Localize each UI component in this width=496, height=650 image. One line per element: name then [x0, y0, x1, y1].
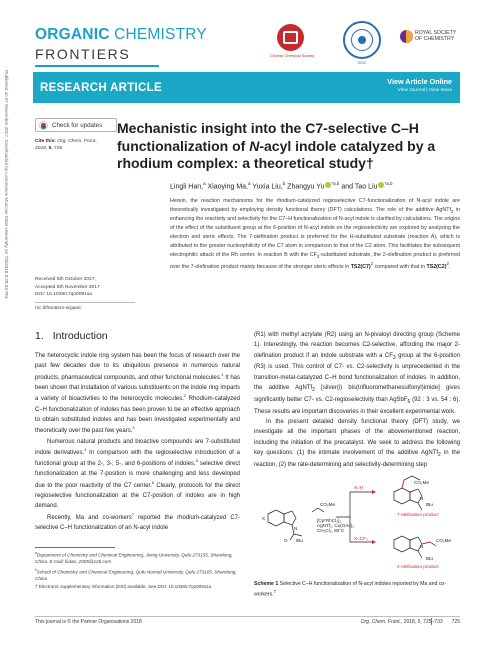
- scheme-1-figure: [254, 470, 460, 578]
- crossmark-icon: [39, 121, 48, 130]
- arrow-head-top: [372, 490, 376, 494]
- abstract-text: compared with that in: [373, 264, 427, 271]
- copyright-notice: This journal is © the Partner Organisations 2018: [35, 619, 142, 625]
- masthead-rule: [35, 65, 159, 67]
- scheme-caption: [254, 581, 460, 599]
- accepted-date: Accepted 6th November 2017: [35, 284, 100, 290]
- author[interactable]: Xiaoying Ma,: [205, 183, 249, 191]
- intro-paragraph: Numerous natural products and bioactive compounds are 7-substituted indole derivatives.$^4$ In comparison with the regioselective introduction of a functional group at the 2-, 3-, 5-, and 6-positions of indoles,$^5$ selective direct functionalization at the 7-position is more challenging and less developed due to the poor reactivity of the C7 center.$^6$ Clearly, protocols for the direct regioselective functionalization at the C7-position of indoles are in high demand.: [35, 438, 241, 510]
- view-journal-issue-links[interactable]: View Journal | View Issue: [397, 88, 452, 93]
- rsc-logo-text: ROYAL SOCIETY OF CHEMISTRY: [415, 30, 457, 43]
- footnote: $^b$School of Chemistry and Chemical Engineering, Qufu Normal University, Qufu 273165, Shandong, China: [35, 567, 237, 581]
- footer-volume-pages: , 2018, 5, 725–733: [400, 619, 443, 625]
- abstract: [170, 197, 460, 272]
- author[interactable]: Zhangyu Yu: [285, 183, 325, 191]
- abstract-text: Herein, the reaction mechanisms for the rhodium-catalyzed regioselective C7-functionalization of N-acyl indole are theoretically investigated by employing density functional theory (DFT) calculations. The role of the additive AgNTf: [170, 198, 460, 213]
- arrow-head-bottom: [372, 540, 376, 544]
- citation: [35, 139, 109, 153]
- check-for-updates-label: Check for updates: [52, 122, 103, 129]
- abstract-sub: 3: [316, 253, 320, 259]
- author[interactable]: and Tao Liu: [339, 183, 378, 191]
- citation-volume: 5: [48, 145, 52, 151]
- tbu-label: tBu: [296, 538, 303, 543]
- author-affiliation: a: [203, 181, 206, 186]
- bottom-product-tbu: tBu: [426, 556, 433, 561]
- history-rule: [35, 302, 135, 303]
- author-affiliation: a: [248, 181, 251, 186]
- view-article-online-link[interactable]: View Article Online: [387, 77, 452, 86]
- reaction-scheme-diagram: [254, 470, 460, 578]
- abstract-text: -substituted substrate, the 2-olefination product is preferred over the 7-olefination product mainly because of the stronger steric effects in: [170, 251, 460, 271]
- download-note-text: Published on 07 November 2017. Downloaded by Lomonosov Moscow State University on 7/8/2018 8:28:33 PM.: [4, 70, 9, 300]
- citation-pages: , 725: [51, 145, 63, 151]
- footer-journal: Org. Chem. Front.: [360, 619, 401, 625]
- received-date: Received 5th October 2017,: [35, 277, 96, 282]
- banner-links: [387, 77, 452, 93]
- top-branch-label: X=H: [354, 485, 364, 490]
- abstract-sub: 2: [450, 208, 454, 214]
- footnotes: [35, 551, 240, 593]
- bottom-product-ester: CO₂Me: [436, 538, 452, 543]
- abstract-text: in enhancing the reactivity and selectivity for the C7–H functionalization of N-acyl indole is clarified by calculations. The origins of the effect of the substituent group at the 6-position of N-acyl indole on the regioselectivity are explored by analyzing the electron and steric effects. The 7-olefination product is preferred for the H-substituted substrate (reaction A), which is attributed to the greater nucleophilicity of the C7 atom in comparison to that of the C2 atom. This facilitates the subsequent electrophilic attack of the Rh center. In reaction B with the CF: [170, 206, 460, 258]
- article-title: [117, 120, 457, 173]
- journal-name: [35, 26, 207, 44]
- abstract-ts-label: TS2(C7): [350, 264, 371, 271]
- doi[interactable]: DOI: 10.1039/c7qo00911a: [35, 292, 93, 298]
- intro-paragraph: Recently, Ma and co-workers$^7$ reported the rhodium-catalyzed C7-selective C–H functionalization of an N-acyl indole: [35, 512, 241, 531]
- intro-paragraph: In the present detailed density functional theory (DFT) study, we investigate all the important phases of the abovementioned reaction, including the initiation of the precatalyst. We seek to address the following key questions: (1) the intimate involvement of the additive AgNTf$_2$ in the reaction, (2) the rate-determining and selectivity-determining step: [254, 418, 460, 468]
- indole-n: N: [294, 526, 298, 531]
- intro-paragraph: The heterocyclic indole ring system has been the focus of research over the past few decades due to its ubiquitous presence in numerous natural products, pharmaceutical compounds, and other functional molecules.$^1$ It has been shown that installation of various substituents on the indole ring imparts a variety of bioactivities to the heterocyclic molecules.$^2$ Rhodium-catalyzed C–H functionalization of indoles has been proven to be an effective approach to obtain substituted indoles and has been investigated experimentally and theoretically over the past few years.$^3$: [35, 353, 240, 435]
- citation-ref: Org. Chem. Front., 2018,: [35, 139, 99, 151]
- acrylate-label: CO₂Me: [320, 502, 336, 507]
- citation-label: Cite this:: [35, 139, 56, 144]
- journal-name-bold: ORGANIC: [35, 26, 110, 43]
- title-part-2: -acyl indole catalyzed by a rhodium complex: a theoretical study†: [117, 137, 436, 172]
- footnote: $^a$Department of Chemistry and Chemical Engineering, Jining University, Qufu 273155, Shandong, China. E-mail: liutao_2005@126.com: [35, 551, 233, 565]
- scheme-caption-ref: 7: [273, 588, 277, 594]
- section-heading: [35, 330, 108, 342]
- intro-paragraph: (R1) with methyl acrylate (R2) using an N-pivaloyl directing group (Scheme 1). Interestingly, the reaction becomes C2-selective, affording the major 2-olefination product if an indole substrate with a $CF_3$ group at the 6-position (R3) is used. This control of C7- vs. C2-selectivity is unprecedented in the transition-metal-catalyzed C–H bond functionalization of indoles. In addition, the additive AgNTf$_2$ [silver(i) bis(trifluoromethanesulfonyl)imide] gives significantly better C7- vs. C2-regioselectivity than AgSbF$_6$ (92 : 3 vs. 54 : 6). These results are important discoveries in their excellent experimental work.: [254, 332, 461, 415]
- substituent-x: X: [262, 516, 266, 521]
- rsc-logo-icon: [400, 30, 413, 43]
- section-title: Introduction: [52, 330, 108, 342]
- author-affiliation: b: [282, 181, 286, 186]
- bottom-product-n: N: [420, 544, 424, 549]
- conditions-1: [Cp*RhCl₂]₂: [317, 518, 341, 523]
- check-for-updates-button[interactable]: [35, 118, 117, 132]
- journal-link[interactable]: rsc.li/frontiers-organic: [35, 306, 82, 311]
- top-new-bond: [402, 480, 404, 488]
- indole-benzene-ring: [268, 510, 284, 526]
- article-history: [35, 276, 155, 299]
- bottom-branch-label: X=CF₃: [354, 536, 368, 541]
- scheme-label: Scheme 1: [254, 581, 279, 587]
- journal-subtitle: FRONTIERS: [35, 46, 131, 62]
- footnote: † Electronic supplementary information (ESI) available. See DOI: 10.1039/c7qo00911a: [35, 584, 212, 590]
- abstract-sup: 2: [446, 261, 449, 267]
- top-product-label: 7-olefination product: [397, 512, 439, 517]
- carbonyl-o: O: [284, 538, 288, 543]
- abstract-ts-label: TS2(C2): [426, 264, 447, 271]
- scheme-caption-text: Selective C–H functionalization of N-acyl indoles reported by Ma and co-workers.: [254, 581, 447, 598]
- abstract-text: .: [448, 264, 451, 271]
- section-number: 1.: [35, 330, 44, 342]
- ccs-logo-icon: [277, 24, 304, 51]
- article-type: RESEARCH ARTICLE: [40, 82, 162, 94]
- left-column: [35, 351, 240, 533]
- sioc-seal-icon: [343, 21, 381, 59]
- author[interactable]: Lingli Han,: [170, 183, 204, 191]
- bottom-product-label: 2-olefination product: [397, 564, 439, 569]
- sioc-caption: SIOC: [357, 61, 367, 65]
- abstract-sup: 2: [370, 261, 374, 267]
- footnote-rule: [35, 547, 115, 548]
- conditions-3: CH₂Cl₂, 80°C: [317, 528, 345, 533]
- author[interactable]: Yuxia Liu,: [250, 183, 283, 191]
- download-note: [1, 70, 10, 590]
- right-column: [254, 330, 460, 470]
- journal-name-rest: CHEMISTRY: [109, 26, 207, 43]
- ccs-caption: Chinese Chemical Society: [269, 54, 315, 58]
- page-number: 725: [451, 619, 460, 625]
- footer-rule: [35, 616, 460, 617]
- article-type-banner: [33, 72, 460, 103]
- author-affiliation: *a,b: [384, 181, 393, 186]
- author-list: [170, 181, 460, 190]
- conditions-2: AgNTf₂, Cu(OAc)₂: [317, 523, 355, 528]
- title-part-1: Mechanistic insight into the C7-selective C–H functionalization of: [117, 120, 419, 154]
- top-product-n: N: [420, 496, 424, 501]
- title-italic-n: N: [249, 137, 260, 154]
- footer-citation: [361, 619, 460, 625]
- indole-pyrrole-ring: [284, 511, 296, 525]
- top-product-ester: CO₂Me: [414, 480, 430, 485]
- top-product-tbu: tBu: [426, 502, 433, 507]
- author-affiliation: *a,b: [331, 181, 340, 186]
